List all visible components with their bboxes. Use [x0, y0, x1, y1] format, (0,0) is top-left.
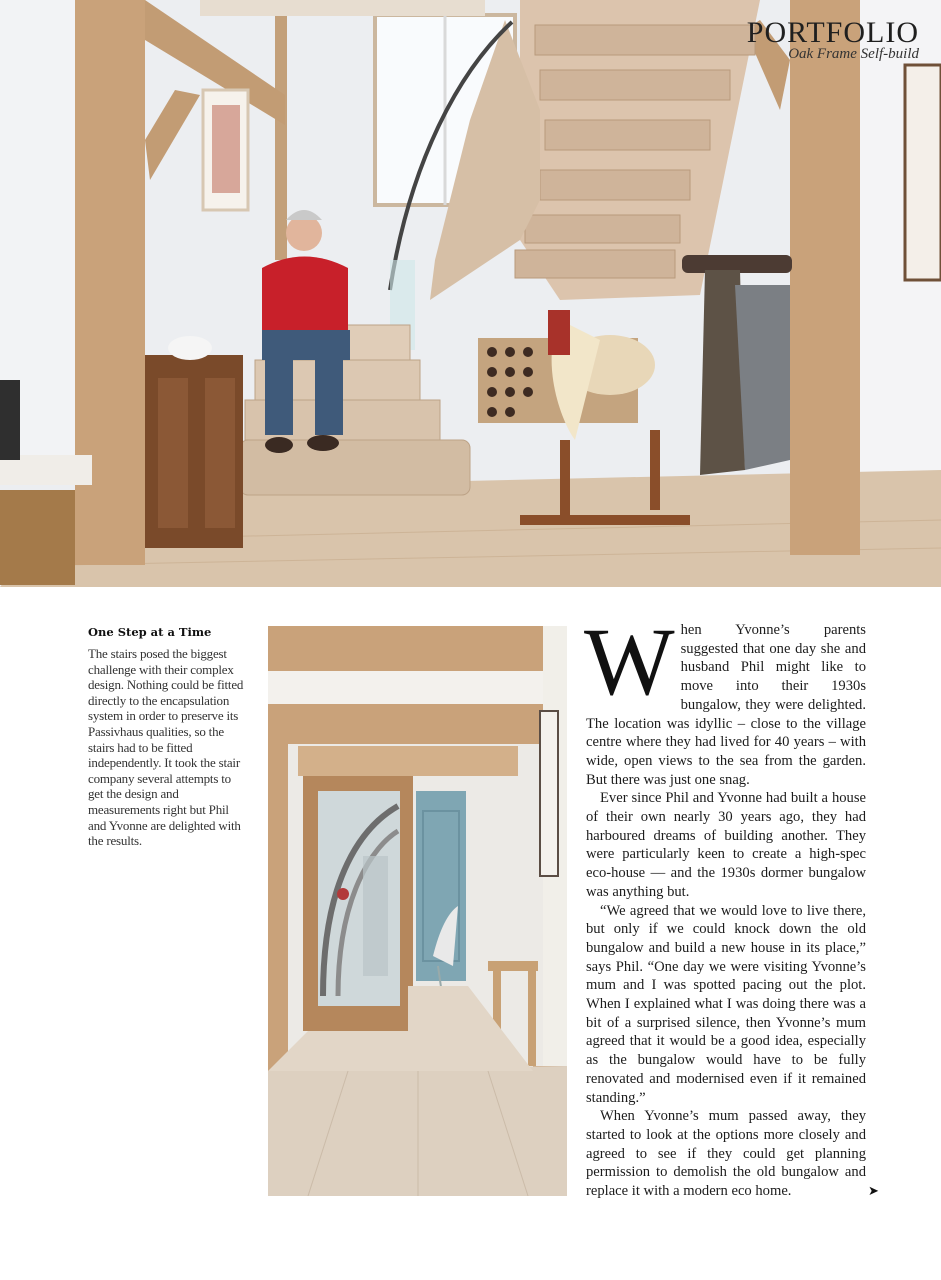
sidebar-body: The stairs posed the biggest challenge with their complex design. Nothing could be fitted directly to the encapsulation system in order to preserve its Passivhaus qualities, so the stairs had to be fitted independently. It took the stair company several attempts to get the design and measurements right but Phil and Yvonne are delighted with the results.: [88, 646, 244, 849]
paragraph-text: hen Yvonne’s parents suggested that one day she and husband Phil might like to move into their 1930s bungalow, they were delighted. The location was idyllic – close to the village centre where they had lived for 40 years – with wide, open views to the sea from the garden. But there was just one snag.: [586, 622, 866, 788]
hallway-staircase-photo: [0, 0, 941, 587]
hero-photo: [0, 0, 941, 587]
article-paragraph-3: “We agreed that we would love to live there, but only if we could knock down the old bungalow and build a new house in its place,” says Phil. “One day we were visiting Yvonne’s mum and I was spotted pacing out the plot. When I explained what I was doing there was a bit of a surprised silence, then Yvonne’s mum agreed that it would be a good idea, especially as the bungalow would have to be fully renovated and modernised even if it remained standing.”: [586, 902, 866, 1106]
article-paragraph-4: When Yvonne’s mum passed away, they started to look at the options more closely and agreed to see if they could get planning permission to demolish the old bungalow and replace it with a modern eco home.: [586, 1108, 866, 1200]
continue-arrow-icon: ➤: [868, 1184, 879, 1199]
drop-cap: W: [584, 608, 675, 715]
article-body: [584, 608, 866, 1201]
sidebar-caption: [88, 625, 248, 849]
article-paragraph-1: [584, 608, 866, 789]
stained-glass-door-photo: [268, 626, 567, 1196]
section-subtitle: Oak Frame Self-build: [788, 46, 919, 62]
running-head: [747, 18, 919, 62]
sidebar-heading: One Step at a Time: [88, 625, 212, 639]
section-title: PORTFOLIO: [746, 16, 919, 49]
hallway-door-photo: [268, 626, 567, 1196]
article-paragraph-2: Ever since Phil and Yvonne had built a house of their own nearly 30 years ago, they had harboured dreams of building another. They were particularly keen to create a high-spec eco-house — and the 1930s dormer bungalow was anything but.: [586, 790, 866, 900]
